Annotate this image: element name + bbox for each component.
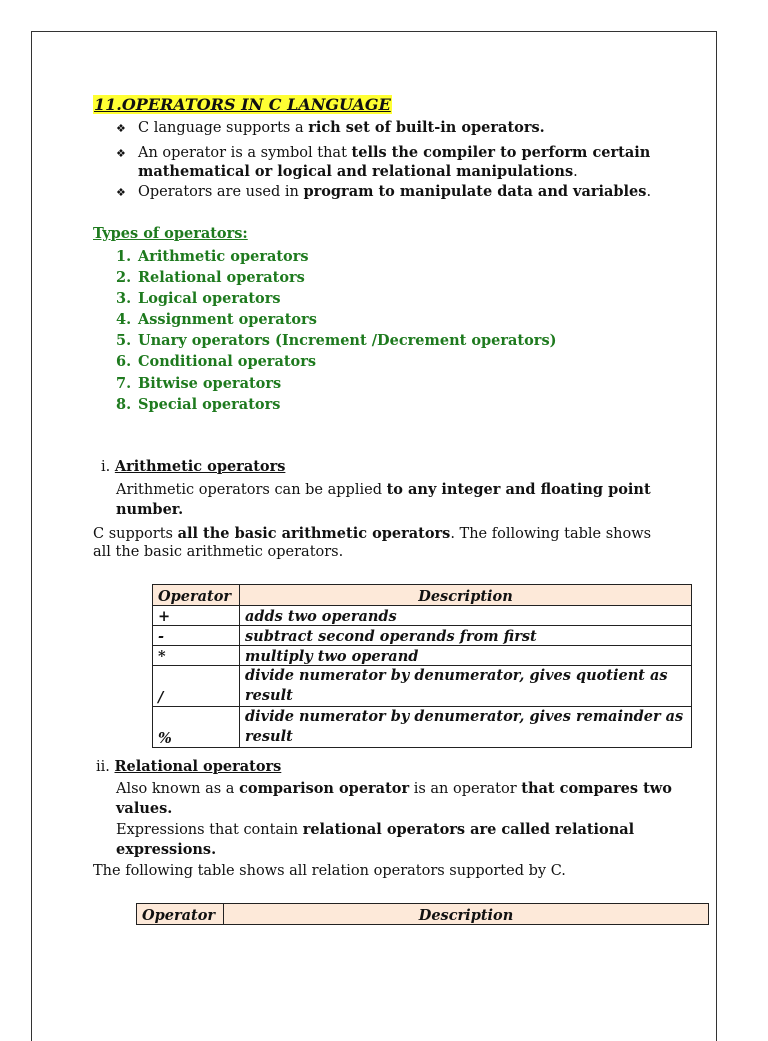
table-row: % divide numerator by denumerator, gives remainder as result (153, 707, 692, 748)
table-row: - subtract second operands from first (153, 626, 692, 646)
list-item: 7. Bitwise operators (116, 374, 282, 392)
list-item: 5. Unary operators (Increment /Decrement operators) (116, 332, 557, 350)
arithmetic-operators-table (152, 584, 692, 748)
list-item: 2. Relational operators (116, 269, 305, 287)
table-row: / divide numerator by denumerator, gives quotient as result (153, 666, 692, 707)
table-row: + adds two operands (153, 606, 692, 626)
paragraph-continuation: all the basic arithmetic operators. (93, 544, 344, 560)
diamond-bullet-icon: ❖ (116, 122, 126, 135)
list-item: 4. Assignment operators (116, 311, 317, 329)
paragraph-continuation: number. (116, 501, 184, 518)
paragraph: Expressions that contain relational operators are called relational (116, 821, 635, 838)
types-heading: Types of operators: (93, 225, 248, 242)
table-header-row: Operator Description (137, 904, 709, 925)
bullet-item: ❖ Operators are used in program to manipulate data and variables. (116, 183, 652, 200)
page-title: 11.OPERATORS IN C LANGUAGE (94, 95, 391, 114)
section-heading-arithmetic: i. Arithmetic operators (101, 458, 286, 475)
list-item: 6. Conditional operators (116, 353, 317, 371)
paragraph: Arithmetic operators can be applied to any integer and floating point (116, 481, 651, 498)
relational-operators-table (136, 903, 709, 925)
types-list (116, 246, 556, 415)
bullet-item: ❖ An operator is a symbol that tells the compiler to perform certain (116, 144, 651, 161)
table-header-row: Operator Description (153, 585, 692, 606)
diamond-bullet-icon: ❖ (116, 186, 126, 199)
bullet-item: ❖ C language supports a rich set of built-in operators. (116, 119, 545, 136)
list-item: 3. Logical operators (116, 290, 281, 308)
paragraph-continuation: values. (116, 800, 173, 817)
list-item: 1. Arithmetic operators (116, 248, 309, 265)
table-row: * multiply two operand (153, 646, 692, 666)
section-heading-relational: ii. Relational operators (96, 758, 282, 775)
paragraph-continuation: expressions. (116, 841, 217, 858)
bullet-continuation: mathematical or logical and relational manipulations. (138, 163, 578, 180)
paragraph: Also known as a comparison operator is an operator that compares two (116, 780, 672, 797)
diamond-bullet-icon: ❖ (116, 147, 126, 160)
paragraph: C supports all the basic arithmetic operators. The following table shows (93, 525, 652, 542)
paragraph: The following table shows all relation operators supported by C. (93, 863, 566, 879)
list-item: 8. Special operators (116, 395, 281, 413)
